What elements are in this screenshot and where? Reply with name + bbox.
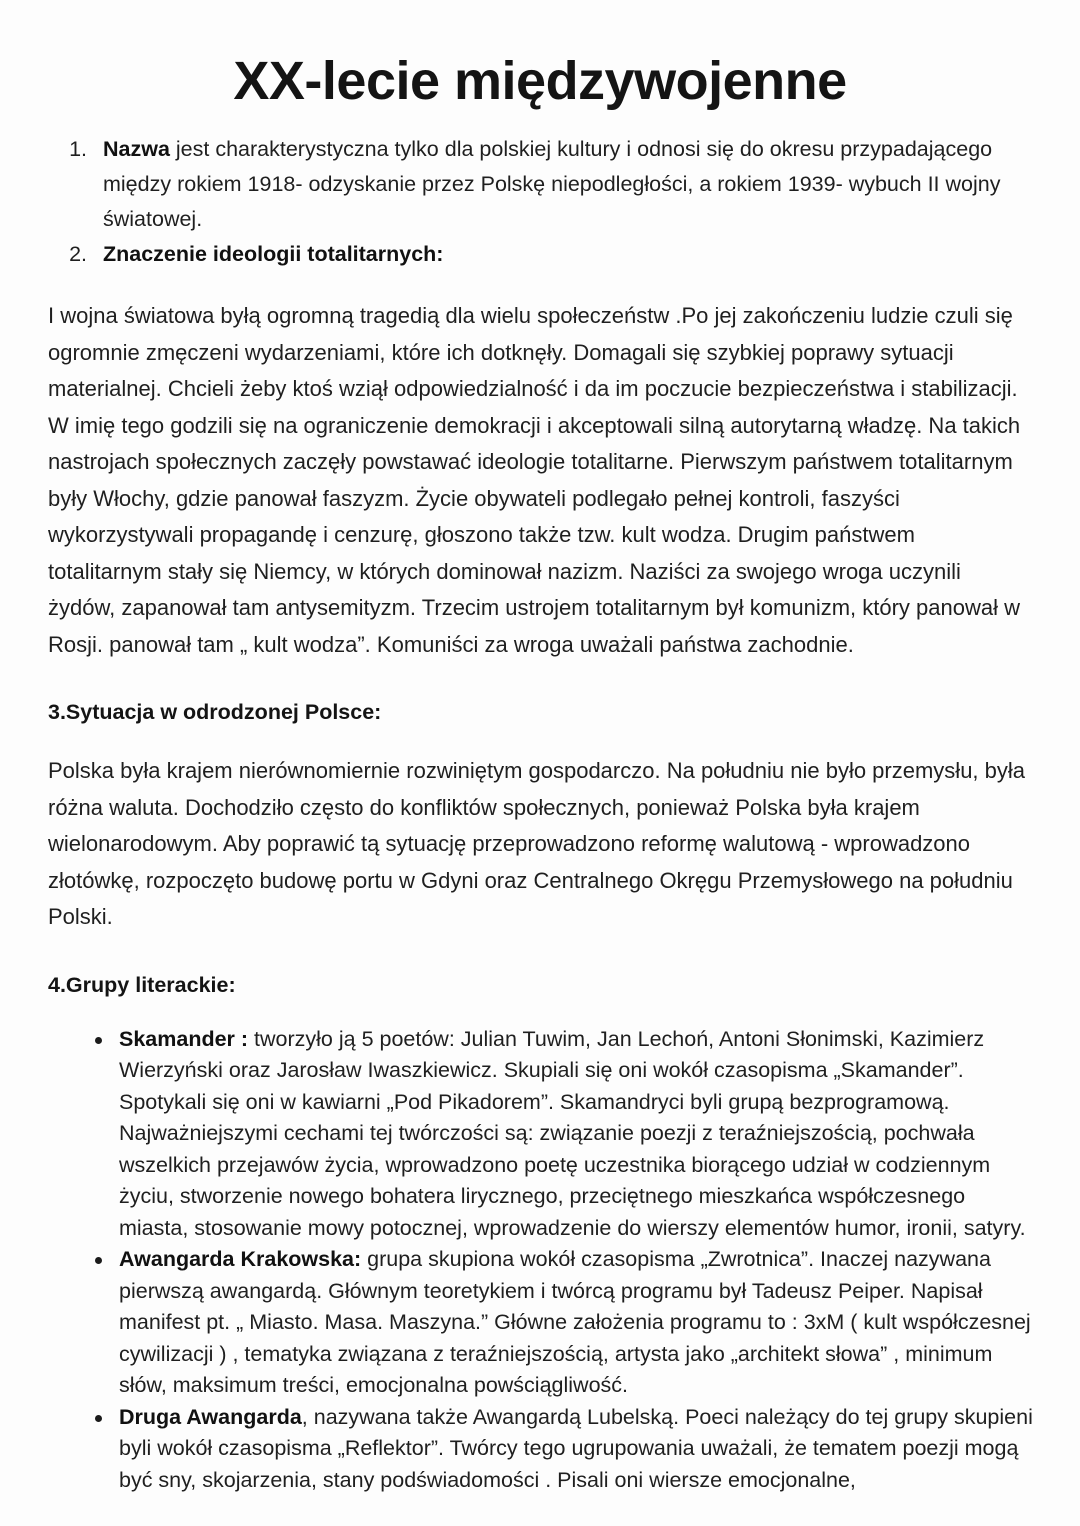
group-name: Awangarda Krakowska:: [119, 1247, 362, 1271]
section-heading-3: 3.Sytuacja w odrodzonej Polsce:: [48, 700, 382, 724]
group-description: , nazywana także Awangardą Lubelską. Poeci należący do tej grupy skupieni byli wokół czasopisma „Reflektor”. Twórcy tego ugrupowania uważali, że tematem poezji mogą być sny, skojarzenia, stany podświadomości . Pisali oni wiersze emocjonalne,: [119, 1404, 1033, 1492]
list-item: [93, 1024, 1035, 1245]
paragraph-totalitarianism: I wojna światowa byłą ogromną tragedią dla wielu społeczeństw .Po jej zakończeniu ludzie czuli się ogromnie zmęczeni wydarzeniami, które ich dotknęły. Domagali się szybkiej poprawy sytuacji materialnej. Chcieli żeby ktoś wziął odpowiedzialność i da im poczucie bezpieczeństwa i stabilizacji. W imię tego godzili się na ograniczenie demokracji i akceptowali silną autorytarną władzę. Na takich nastrojach społecznych zaczęły powstawać ideologie totalitarne. Pierwszym państwem totalitarnym były Włochy, gdzie panował faszyzm. Życie obywateli podlegało pełnej kontroli, faszyści wykorzystywali propagandę i cenzurę, głoszono także tzw. kult wodza. Drugim państwem totalitarnym stały się Niemcy, w których dominował nazizm. Naziści za swojego wroga uczynili żydów, zapanował tam antysemityzm. Trzecim ustrojem totalitarnym był komunizm, który panował w Rosji. panował tam „ kult wodza”. Komuniści za wroga uważali państwa zachodnie.: [48, 303, 1021, 657]
list-item: [93, 1402, 1035, 1497]
intro-numbered-list: [45, 132, 1035, 272]
group-description: tworzyło ją 5 poetów: Julian Tuwim, Jan Lechoń, Antoni Słonimski, Kazimierz Wierzyński oraz Jarosław Iwaszkiewicz. Skupiali się oni wokół czasopisma „Skamander”. Spotykali się oni w kawiarni „Pod Pikadorem”. Skamandryci byli grupą bezprogramową. Najważniejszymi cechami tej twórczości są: związanie poezji z teraźniejszością, pochwała wszelkich przejawów życia, wprowadzono poetę uczestnika biorącego udział w codziennym życiu, stworzenie nowego bohatera lirycznego, przeciętnego mieszkańca współczesnego miasta, stosowanie mowy potocznej, wprowadzenie do wierszy elementów humor, ironii, satyry.: [119, 1026, 1026, 1240]
list-item-lead: Nazwa: [103, 137, 170, 161]
list-item-text: jest charakterystyczna tylko dla polskiej kultury i odnosi się do okresu przypadającego między rokiem 1918- odzyskanie przez Polskę niepodległości, a rokiem 1939- wybuch II wojny światowej.: [103, 137, 1001, 231]
page-title: XX-lecie międzywojenne: [233, 51, 847, 111]
list-item: [93, 237, 1035, 272]
group-description: grupa skupiona wokół czasopisma „Zwrotnica”. Inaczej nazywana pierwszą awangardą. Głównym teoretykiem i twórcą programu był Tadeusz Peiper. Napisał manifest pt. „ Miasto. Masa. Maszyna.” Główne założenia programu to : 3xM ( kult współczesnej cywilizacji ) , tematyka związana z teraźniejszością, artysta jako „architekt słowa” , minimum słów, maksimum treści, emocjonalna powściągliwość.: [119, 1247, 1031, 1397]
section-heading-4: 4.Grupy literackie:: [48, 972, 236, 997]
paragraph-poland: Polska była krajem nierównomiernie rozwiniętym gospodarczo. Na południu nie było przemysłu, była różna waluta. Dochodziło często do konfliktów społecznych, ponieważ Polska była krajem wielonarodowym. Aby poprawić tą sytuację przeprowadzono reformę walutową - wprowadzono złotówkę, rozpoczęto budowę portu w Gdyni oraz Centralnego Okręgu Przemysłowego na południu Polski.: [48, 758, 1026, 929]
list-item: [93, 1244, 1035, 1402]
group-name: Druga Awangarda: [119, 1404, 302, 1429]
list-item: [93, 132, 1035, 237]
literary-groups-list: [45, 1024, 1035, 1497]
list-item-lead: Znaczenie ideologii totalitarnych:: [103, 242, 444, 266]
group-name: Skamander :: [119, 1026, 249, 1051]
